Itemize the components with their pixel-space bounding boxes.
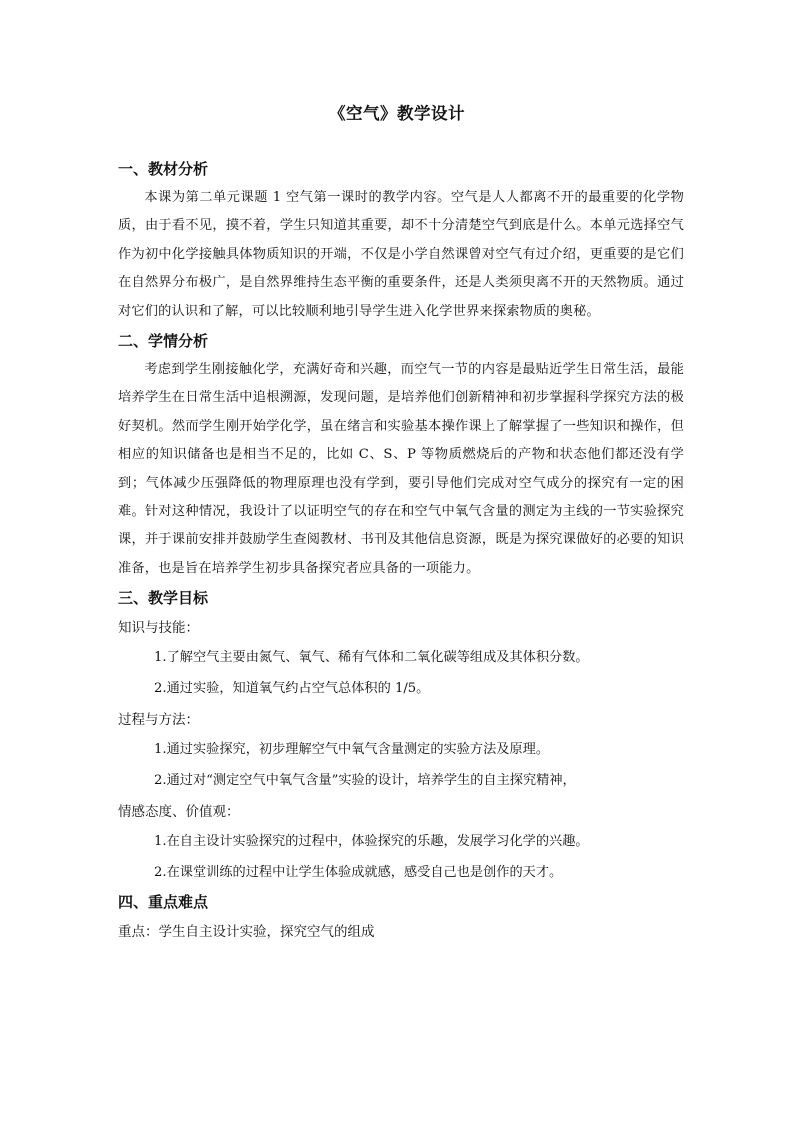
objective-item: 1.在自主设计实验探究的过程中，体验探究的乐趣，发展学习化学的兴趣。 (154, 834, 589, 850)
objective-group-knowledge (118, 613, 684, 705)
objective-group-label: 知识与技能： (118, 620, 199, 637)
section-student-analysis (118, 330, 684, 583)
objective-group-label: 过程与方法： (118, 712, 199, 729)
objective-group-attitude (118, 797, 684, 889)
section-heading: 四、重点难点 (118, 893, 209, 912)
document-title: 《空气》教学设计 (329, 104, 465, 123)
objective-item: 1.通过实验探究，初步理解空气中氧气含量测定的实验方法及原理。 (154, 742, 550, 758)
objective-item: 2.通过对“测定空气中氧气含量”实验的设计，培养学生的自主探究精神， (154, 773, 576, 789)
key-point-line: 重点：学生自主设计实验，探究空气的组成 (118, 924, 375, 941)
section-key-difficulties (118, 891, 684, 947)
section-textbook-analysis (118, 158, 684, 326)
section-heading: 三、教学目标 (118, 589, 209, 608)
objective-group-process (118, 705, 684, 797)
objective-item: 2.通过实验，知道氧气约占空气总体积的 1/5。 (154, 681, 430, 697)
objective-item: 1.了解空气主要由氮气、氧气、稀有气体和二氧化碳等组成及其体积分数。 (154, 650, 589, 666)
section-heading: 二、学情分析 (118, 332, 209, 351)
section-paragraph: 考虑到学生刚接触化学，充满好奇和兴趣，而空气一节的内容是最贴近学生日常生活，最能培养学生在日常生活中追根溯源，发现问题，是培养他们创新精神和初步掌握科学探究方法的极好契机。然而学生刚开始学化学，虽在绪言和实验基本操作课上了解掌握了一些知识和操作，但相应的知识储备也是相当不足的，比如 C、S、P 等物质燃烧后的产物和状态他们都还没有学到；气体减少压强降低的物理原理也没有学到，要引导他们完成对空气成分的探究有一定的困难。针对这种情况，我设计了以证明空气的存在和空气中氧气含量的测定为主线的一节实验探究课，并于课前安排并鼓励学生查阅教材、书刊及其他信息资源，既是为探究课做好的必要的知识准备，也是旨在培养学生初步具备探究者应具备的一项能力。 (118, 362, 684, 576)
objective-group-label: 情感态度、价值观： (118, 804, 240, 821)
section-paragraph: 本课为第二单元课题 1 空气第一课时的教学内容。空气是人人都离不开的最重要的化学物质，由于看不见，摸不着，学生只知道其重要，却不十分清楚空气到底是什么。本单元选择空气作为初中化学接触具体物质知识的开端，不仅是小学自然课曾对空气有过介绍，更重要的是它们在自然界分布极广，是自然界维持生态平衡的重要条件，还是人类须臾离不开的天然物质。通过对它们的认识和了解，可以比较顺利地引导学生进入化学世界来探索物质的奥秘。 (118, 190, 684, 319)
objective-item: 2.在课堂训练的过程中让学生体验成就感，感受自己也是创作的天才。 (154, 865, 563, 881)
section-teaching-objectives (118, 587, 684, 889)
document-body (118, 158, 684, 947)
section-heading: 一、教材分析 (118, 160, 209, 178)
